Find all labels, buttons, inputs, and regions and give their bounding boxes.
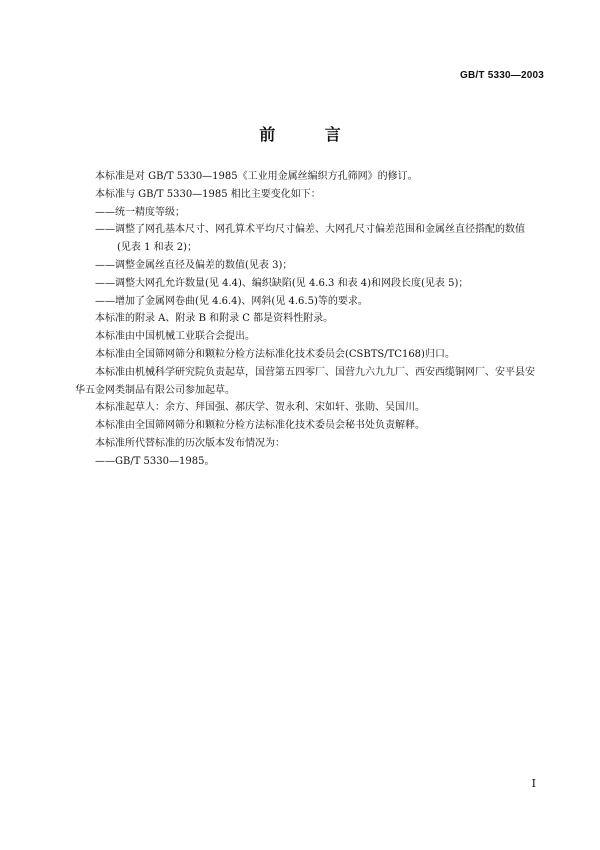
list-item: ——统一精度等级； <box>95 206 185 218</box>
paragraph-revision: 本标准是对 GB/T 5330—1985《工业用金属丝编织方孔筛网》的修订。 <box>95 171 418 182</box>
list-item: ——GB/T 5330—1985。 <box>95 455 215 467</box>
list-item: ——调整了网孔基本尺寸、网孔算术平均尺寸偏差、大网孔尺寸偏差范围和金属丝直径搭配的数值 <box>95 224 525 236</box>
paragraph-drafting-units-continuation: 华五金网类制品有限公司参加起草。 <box>75 384 235 396</box>
paragraph-drafting-units: 本标准由机械科学研究院负责起草，国营第五四零厂、国营九六九九厂、西安西缆铜网厂、安平县安 <box>95 366 535 378</box>
paragraph-interpretation: 本标准由全国筛网筛分和颗粒分检方法标准化技术委员会秘书处负责解释。 <box>95 420 425 432</box>
paragraph-appendix: 本标准的附录 A、附录 B 和附录 C 都是资料性附录。 <box>95 313 334 325</box>
paragraph-changes-intro: 本标准与 GB/T 5330—1985 相比主要变化如下： <box>95 188 321 200</box>
list-item: ——调整金属丝直径及偏差的数值(见表 3)； <box>95 259 293 271</box>
standard-code: GB/T 5330—2003 <box>460 70 544 81</box>
list-item-continuation: (见表 1 和表 2)； <box>117 242 198 254</box>
page-title: 前 言 <box>259 125 363 144</box>
page-number: I <box>531 777 536 790</box>
paragraph-committee: 本标准由全国筛网筛分和颗粒分检方法标准化技术委员会(CSBTS/TC168)归口。 <box>95 348 455 360</box>
paragraph-history-intro: 本标准所代替标准的历次版本发布情况为： <box>95 437 285 449</box>
document-body <box>75 168 547 471</box>
list-item: ——增加了金属网卷曲(见 4.6.4)、网斜(见 4.6.5)等的要求。 <box>95 295 368 307</box>
paragraph-drafters: 本标准起草人：余方、拜国强、郝庆学、贺永利、宋如轩、张勋、吴国川。 <box>95 402 425 414</box>
list-item: ——调整大网孔允许数量(见 4.4)、编织缺陷(见 4.6.3 和表 4)和网段长度(见表 5)； <box>95 277 469 289</box>
paragraph-proposer: 本标准由中国机械工业联合会提出。 <box>95 331 255 343</box>
